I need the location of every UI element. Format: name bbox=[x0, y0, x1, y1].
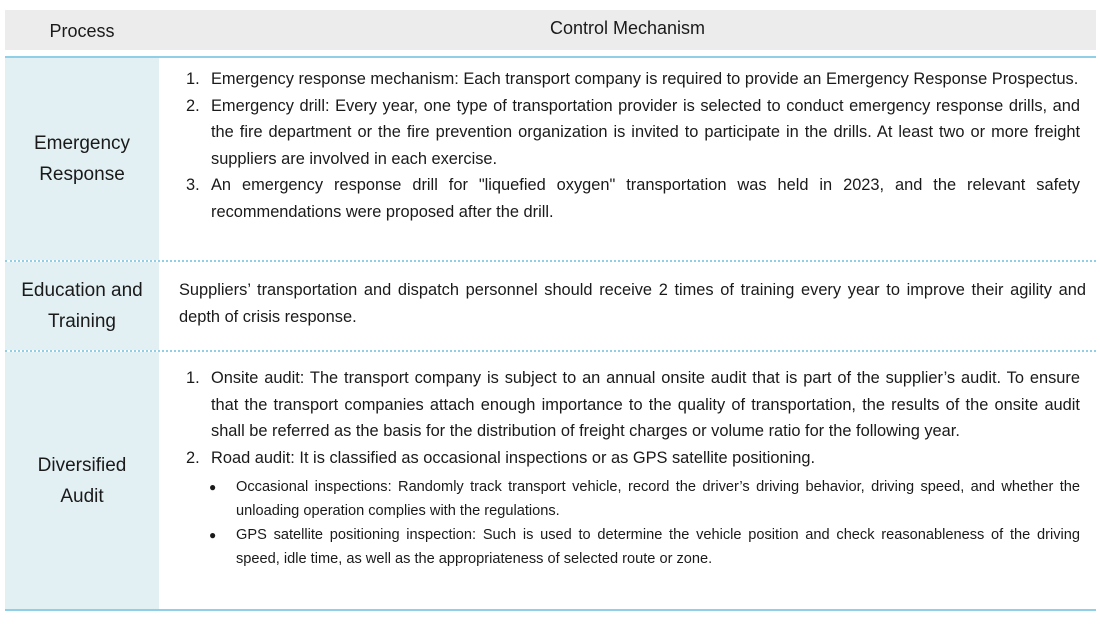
table-header bbox=[5, 10, 1096, 50]
list-number: 1. bbox=[186, 369, 200, 387]
mechanism-cell bbox=[159, 352, 1096, 609]
mechanism-cell bbox=[159, 58, 1096, 260]
process-label-line: Training bbox=[48, 311, 116, 332]
bullet-item-text: GPS satellite positioning inspection: Such is used to determine the vehicle position and check reasonableness of the driving speed, idle time, as well as the appropriateness of selected route or zone. bbox=[236, 527, 1080, 568]
process-label-line: Response bbox=[39, 164, 125, 185]
mechanism-text: Suppliers’ transportation and dispatch personnel should receive 2 times of training every year to improve their agility and depth of crisis response. bbox=[179, 281, 1086, 326]
process-label-line: Emergency bbox=[33, 133, 131, 154]
list-item bbox=[159, 365, 1096, 445]
list-item bbox=[159, 445, 1096, 472]
process-label-line: Diversified bbox=[37, 454, 127, 476]
header-control-mechanism: Control Mechanism bbox=[549, 17, 706, 38]
control-mechanism-table bbox=[5, 10, 1096, 611]
mechanism-cell bbox=[159, 262, 1096, 350]
list-item bbox=[159, 93, 1096, 173]
bullet-item-text: Occasional inspections: Randomly track transport vehicle, record the driver’s driving behavior, driving speed, and whether the unloading operation complies with the regulations. bbox=[236, 479, 1080, 520]
bullet-icon: ● bbox=[209, 480, 217, 495]
process-label-line: Education and bbox=[21, 280, 143, 301]
header-process: Process bbox=[49, 20, 115, 41]
table-bottom-rule bbox=[5, 609, 1096, 611]
list-item-text: Onsite audit: The transport company is subject to an annual onsite audit that is part of the supplier’s audit. To ensure that the transport companies attach enough importance to the quality of transportation, the results of the onsite audit shall be referred as the basis for the distribution of freight charges or volume ratio for the following year. bbox=[211, 369, 1080, 441]
bullet-icon: ● bbox=[209, 528, 217, 543]
list-item-text: An emergency response drill for "liquefied oxygen" transportation was held in 2023, and the relevant safety recommendations were proposed after the drill. bbox=[211, 176, 1080, 221]
list-item bbox=[159, 66, 1096, 93]
list-item bbox=[159, 172, 1096, 225]
numbered-list bbox=[159, 66, 1096, 226]
bullet-list bbox=[159, 475, 1096, 571]
list-number: 2. bbox=[186, 448, 200, 467]
bullet-item bbox=[159, 523, 1096, 571]
table-row-education-training bbox=[5, 262, 1096, 350]
list-number: 1. bbox=[186, 70, 200, 88]
list-item-text: Emergency drill: Every year, one type of transportation provider is selected to conduct emergency response drills, and the fire department or the fire prevention organization is invited to participate in the drills. At least two or more freight suppliers are involved in each exercise. bbox=[211, 96, 1080, 168]
process-cell bbox=[5, 352, 159, 609]
list-item-text: Road audit: It is classified as occasional inspections or as GPS satellite positioning. bbox=[211, 448, 816, 467]
list-item-text: Emergency response mechanism: Each transport company is required to provide an Emergency Response Prospectus. bbox=[211, 70, 1079, 88]
list-number: 3. bbox=[186, 176, 200, 195]
process-cell bbox=[5, 58, 159, 260]
table-row-diversified-audit bbox=[5, 352, 1096, 609]
list-number: 2. bbox=[186, 96, 200, 115]
bullet-item bbox=[159, 475, 1096, 523]
process-label-line: Audit bbox=[60, 485, 104, 507]
table-row-emergency-response bbox=[5, 58, 1096, 260]
process-cell bbox=[5, 262, 159, 350]
numbered-list bbox=[159, 365, 1096, 471]
